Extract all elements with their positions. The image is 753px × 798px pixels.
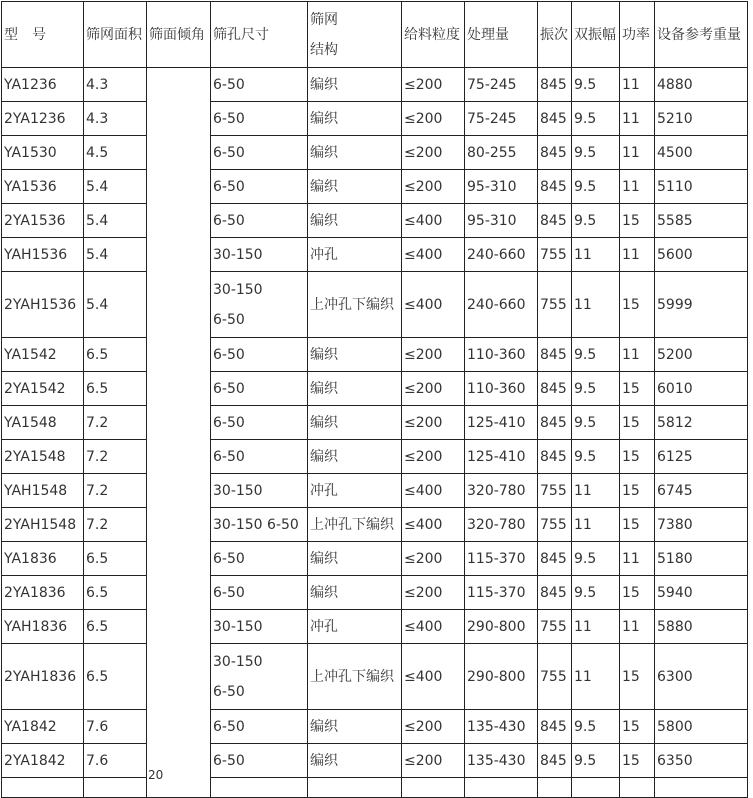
screen-area-cell: 5.4 (84, 170, 147, 204)
feed-size-cell: ≤400 (402, 610, 465, 644)
aperture-cell: 6-50 (211, 338, 308, 372)
vibration-freq-cell: 845 (538, 710, 572, 744)
capacity-cell: 240-660 (465, 238, 538, 272)
amplitude-cell: 11 (572, 474, 620, 508)
aperture-cell: 6-50 (211, 542, 308, 576)
screen-area-cell: 6.5 (84, 644, 147, 710)
table-row (2, 238, 748, 272)
table-row (2, 744, 748, 778)
column-header: 筛网面积 (84, 2, 147, 68)
screen-structure-cell: 编织 (308, 710, 402, 744)
aperture-cell: 6-50 (211, 136, 308, 170)
aperture-cell: 6-50 (211, 744, 308, 778)
model-cell: 2YA1236 (2, 102, 84, 136)
capacity-cell: 135-430 (465, 710, 538, 744)
feed-size-cell: ≤400 (402, 204, 465, 238)
table-row (2, 508, 748, 542)
power-cell: 15 (620, 508, 655, 542)
power-cell: 11 (620, 170, 655, 204)
aperture-cell: 30-150 (211, 474, 308, 508)
vibration-freq-cell: 755 (538, 644, 572, 710)
amplitude-cell: 9.5 (572, 440, 620, 474)
angle-value-fragment: 20 (148, 768, 164, 782)
table-row (2, 338, 748, 372)
table-row (2, 542, 748, 576)
table-row (2, 610, 748, 644)
weight-cell: 5940 (655, 576, 748, 610)
screen-structure-cell: 编织 (308, 136, 402, 170)
screen-structure-cell: 编织 (308, 338, 402, 372)
vibration-freq-cell: 845 (538, 576, 572, 610)
weight-cell: 7380 (655, 508, 748, 542)
model-cell: YA1236 (2, 68, 84, 102)
capacity-cell: 125-410 (465, 406, 538, 440)
aperture-cell: 30-150 6-50 (211, 508, 308, 542)
vibration-freq-cell: 845 (538, 338, 572, 372)
weight-cell: 6125 (655, 440, 748, 474)
model-cell: YA1836 (2, 542, 84, 576)
column-header: 筛孔尺寸 (211, 2, 308, 68)
empty-cell (572, 778, 620, 798)
table-row (2, 576, 748, 610)
aperture-cell: 30-150 (211, 238, 308, 272)
feed-size-cell: ≤200 (402, 372, 465, 406)
feed-size-cell: ≤400 (402, 508, 465, 542)
table-row (2, 372, 748, 406)
screen-area-cell: 5.4 (84, 204, 147, 238)
screen-area-cell: 5.4 (84, 272, 147, 338)
amplitude-cell: 9.5 (572, 204, 620, 238)
power-cell: 15 (620, 644, 655, 710)
aperture-cell: 30-150 6-50 (211, 272, 308, 338)
screen-area-cell: 7.6 (84, 744, 147, 778)
power-cell: 15 (620, 576, 655, 610)
vibration-freq-cell: 845 (538, 68, 572, 102)
weight-cell: 5110 (655, 170, 748, 204)
screen-area-cell: 7.2 (84, 508, 147, 542)
column-header: 功率 (620, 2, 655, 68)
empty-cell (402, 778, 465, 798)
model-cell: 2YAH1836 (2, 644, 84, 710)
feed-size-cell: ≤400 (402, 474, 465, 508)
amplitude-cell: 11 (572, 238, 620, 272)
table-row (2, 204, 748, 238)
screen-area-cell: 6.5 (84, 576, 147, 610)
capacity-cell: 95-310 (465, 204, 538, 238)
aperture-cell: 6-50 (211, 68, 308, 102)
weight-cell: 5210 (655, 102, 748, 136)
screen-area-cell: 4.3 (84, 102, 147, 136)
screen-structure-cell: 编织 (308, 576, 402, 610)
aperture-cell: 30-150 (211, 610, 308, 644)
model-cell: 2YAH1536 (2, 272, 84, 338)
vibration-freq-cell: 845 (538, 440, 572, 474)
model-cell: YAH1836 (2, 610, 84, 644)
amplitude-cell: 9.5 (572, 576, 620, 610)
vibration-freq-cell: 845 (538, 170, 572, 204)
screen-structure-cell: 冲孔 (308, 610, 402, 644)
screen-structure-cell: 编织 (308, 440, 402, 474)
vibration-freq-cell: 755 (538, 610, 572, 644)
aperture-cell: 6-50 (211, 372, 308, 406)
capacity-cell: 290-800 (465, 610, 538, 644)
table-row (2, 406, 748, 440)
power-cell: 11 (620, 136, 655, 170)
table-header-row (2, 2, 748, 68)
feed-size-cell: ≤200 (402, 338, 465, 372)
weight-cell: 6010 (655, 372, 748, 406)
aperture-cell: 6-50 (211, 440, 308, 474)
vibration-freq-cell: 755 (538, 474, 572, 508)
screen-area-cell: 4.3 (84, 68, 147, 102)
feed-size-cell: ≤200 (402, 710, 465, 744)
weight-cell: 5200 (655, 338, 748, 372)
aperture-cell: 6-50 (211, 710, 308, 744)
feed-size-cell: ≤400 (402, 238, 465, 272)
column-header: 双振幅 (572, 2, 620, 68)
feed-size-cell: ≤200 (402, 744, 465, 778)
amplitude-cell: 11 (572, 272, 620, 338)
amplitude-cell: 9.5 (572, 170, 620, 204)
capacity-cell: 320-780 (465, 474, 538, 508)
model-cell: YA1542 (2, 338, 84, 372)
screen-structure-cell: 编织 (308, 406, 402, 440)
power-cell: 15 (620, 440, 655, 474)
empty-cell (465, 778, 538, 798)
model-cell: YAH1548 (2, 474, 84, 508)
screen-area-cell: 6.5 (84, 610, 147, 644)
capacity-cell: 240-660 (465, 272, 538, 338)
screen-area-cell: 6.5 (84, 372, 147, 406)
power-cell: 15 (620, 204, 655, 238)
weight-cell: 5585 (655, 204, 748, 238)
power-cell: 15 (620, 744, 655, 778)
screen-area-cell: 4.5 (84, 136, 147, 170)
power-cell: 15 (620, 710, 655, 744)
capacity-cell: 75-245 (465, 68, 538, 102)
aperture-cell: 30-150 6-50 (211, 644, 308, 710)
screen-structure-cell: 冲孔 (308, 238, 402, 272)
amplitude-cell: 9.5 (572, 744, 620, 778)
amplitude-cell: 9.5 (572, 136, 620, 170)
empty-cell (308, 778, 402, 798)
power-cell: 11 (620, 102, 655, 136)
table-row (2, 644, 748, 710)
screen-angle-cell (147, 68, 211, 798)
vibration-freq-cell: 845 (538, 204, 572, 238)
weight-cell: 5880 (655, 610, 748, 644)
screen-area-cell: 6.5 (84, 338, 147, 372)
column-header: 振次 (538, 2, 572, 68)
table-row (2, 136, 748, 170)
screen-structure-cell: 编织 (308, 204, 402, 238)
power-cell: 11 (620, 610, 655, 644)
power-cell: 11 (620, 542, 655, 576)
vibration-freq-cell: 755 (538, 238, 572, 272)
column-header: 型 号 (2, 2, 84, 68)
power-cell: 11 (620, 238, 655, 272)
table-row (2, 170, 748, 204)
aperture-cell: 6-50 (211, 204, 308, 238)
empty-cell (2, 778, 84, 798)
feed-size-cell: ≤200 (402, 102, 465, 136)
power-cell: 11 (620, 338, 655, 372)
screen-structure-cell: 冲孔 (308, 474, 402, 508)
screen-structure-cell: 编织 (308, 102, 402, 136)
capacity-cell: 80-255 (465, 136, 538, 170)
screen-structure-cell: 上冲孔下编织 (308, 508, 402, 542)
weight-cell: 5800 (655, 710, 748, 744)
power-cell: 15 (620, 372, 655, 406)
weight-cell: 4880 (655, 68, 748, 102)
capacity-cell: 95-310 (465, 170, 538, 204)
feed-size-cell: ≤200 (402, 406, 465, 440)
table-row (2, 474, 748, 508)
capacity-cell: 135-430 (465, 744, 538, 778)
screen-structure-cell: 上冲孔下编织 (308, 644, 402, 710)
capacity-cell: 115-370 (465, 576, 538, 610)
capacity-cell: 290-800 (465, 644, 538, 710)
feed-size-cell: ≤200 (402, 576, 465, 610)
feed-size-cell: ≤400 (402, 644, 465, 710)
model-cell: YA1530 (2, 136, 84, 170)
screen-structure-cell: 上冲孔下编织 (308, 272, 402, 338)
aperture-cell: 6-50 (211, 102, 308, 136)
table-row (2, 710, 748, 744)
screen-area-cell: 7.6 (84, 710, 147, 744)
weight-cell: 5812 (655, 406, 748, 440)
model-cell: 2YA1536 (2, 204, 84, 238)
screen-structure-cell: 编织 (308, 372, 402, 406)
amplitude-cell: 11 (572, 610, 620, 644)
screen-area-cell: 7.2 (84, 474, 147, 508)
power-cell: 15 (620, 406, 655, 440)
model-cell: 2YAH1548 (2, 508, 84, 542)
capacity-cell: 75-245 (465, 102, 538, 136)
feed-size-cell: ≤200 (402, 170, 465, 204)
empty-cell (538, 778, 572, 798)
vibration-freq-cell: 755 (538, 508, 572, 542)
capacity-cell: 125-410 (465, 440, 538, 474)
model-cell: 2YA1842 (2, 744, 84, 778)
model-cell: YA1548 (2, 406, 84, 440)
vibration-freq-cell: 845 (538, 136, 572, 170)
weight-cell: 5600 (655, 238, 748, 272)
power-cell: 15 (620, 272, 655, 338)
table-row-partial (2, 778, 748, 798)
capacity-cell: 320-780 (465, 508, 538, 542)
model-cell: YA1536 (2, 170, 84, 204)
screen-area-cell: 7.2 (84, 440, 147, 474)
amplitude-cell: 9.5 (572, 338, 620, 372)
spec-table-body (2, 2, 748, 798)
amplitude-cell: 11 (572, 644, 620, 710)
vibration-freq-cell: 845 (538, 102, 572, 136)
amplitude-cell: 9.5 (572, 710, 620, 744)
amplitude-cell: 9.5 (572, 372, 620, 406)
table-row (2, 440, 748, 474)
vibration-freq-cell: 755 (538, 272, 572, 338)
aperture-cell: 6-50 (211, 576, 308, 610)
amplitude-cell: 9.5 (572, 406, 620, 440)
empty-cell (211, 778, 308, 798)
model-cell: 2YA1548 (2, 440, 84, 474)
column-header: 设备参考重量 (655, 2, 748, 68)
model-cell: YA1842 (2, 710, 84, 744)
model-cell: 2YA1542 (2, 372, 84, 406)
vibration-freq-cell: 845 (538, 372, 572, 406)
weight-cell: 6300 (655, 644, 748, 710)
empty-cell (620, 778, 655, 798)
weight-cell: 5180 (655, 542, 748, 576)
screen-structure-cell: 编织 (308, 542, 402, 576)
column-header: 处理量 (465, 2, 538, 68)
column-header: 给料粒度 (402, 2, 465, 68)
screen-structure-cell: 编织 (308, 170, 402, 204)
empty-cell (84, 778, 147, 798)
feed-size-cell: ≤200 (402, 440, 465, 474)
empty-cell (655, 778, 748, 798)
screen-structure-cell: 编织 (308, 68, 402, 102)
screen-structure-cell: 编织 (308, 744, 402, 778)
column-header: 筛面倾角 (147, 2, 211, 68)
capacity-cell: 115-370 (465, 542, 538, 576)
model-cell: 2YA1836 (2, 576, 84, 610)
capacity-cell: 110-360 (465, 338, 538, 372)
weight-cell: 5999 (655, 272, 748, 338)
feed-size-cell: ≤400 (402, 272, 465, 338)
spec-table (1, 1, 748, 798)
table-row (2, 272, 748, 338)
power-cell: 15 (620, 474, 655, 508)
weight-cell: 6350 (655, 744, 748, 778)
screen-area-cell: 7.2 (84, 406, 147, 440)
vibration-freq-cell: 845 (538, 542, 572, 576)
vibration-freq-cell: 845 (538, 406, 572, 440)
capacity-cell: 110-360 (465, 372, 538, 406)
amplitude-cell: 9.5 (572, 68, 620, 102)
vibration-freq-cell: 845 (538, 744, 572, 778)
weight-cell: 6745 (655, 474, 748, 508)
aperture-cell: 6-50 (211, 406, 308, 440)
amplitude-cell: 9.5 (572, 542, 620, 576)
feed-size-cell: ≤200 (402, 136, 465, 170)
column-header: 筛网 结构 (308, 2, 402, 68)
feed-size-cell: ≤200 (402, 68, 465, 102)
feed-size-cell: ≤200 (402, 542, 465, 576)
weight-cell: 4500 (655, 136, 748, 170)
model-cell: YAH1536 (2, 238, 84, 272)
screen-area-cell: 5.4 (84, 238, 147, 272)
power-cell: 11 (620, 68, 655, 102)
amplitude-cell: 9.5 (572, 102, 620, 136)
table-row (2, 102, 748, 136)
aperture-cell: 6-50 (211, 170, 308, 204)
screen-area-cell: 6.5 (84, 542, 147, 576)
table-row (2, 68, 748, 102)
amplitude-cell: 11 (572, 508, 620, 542)
